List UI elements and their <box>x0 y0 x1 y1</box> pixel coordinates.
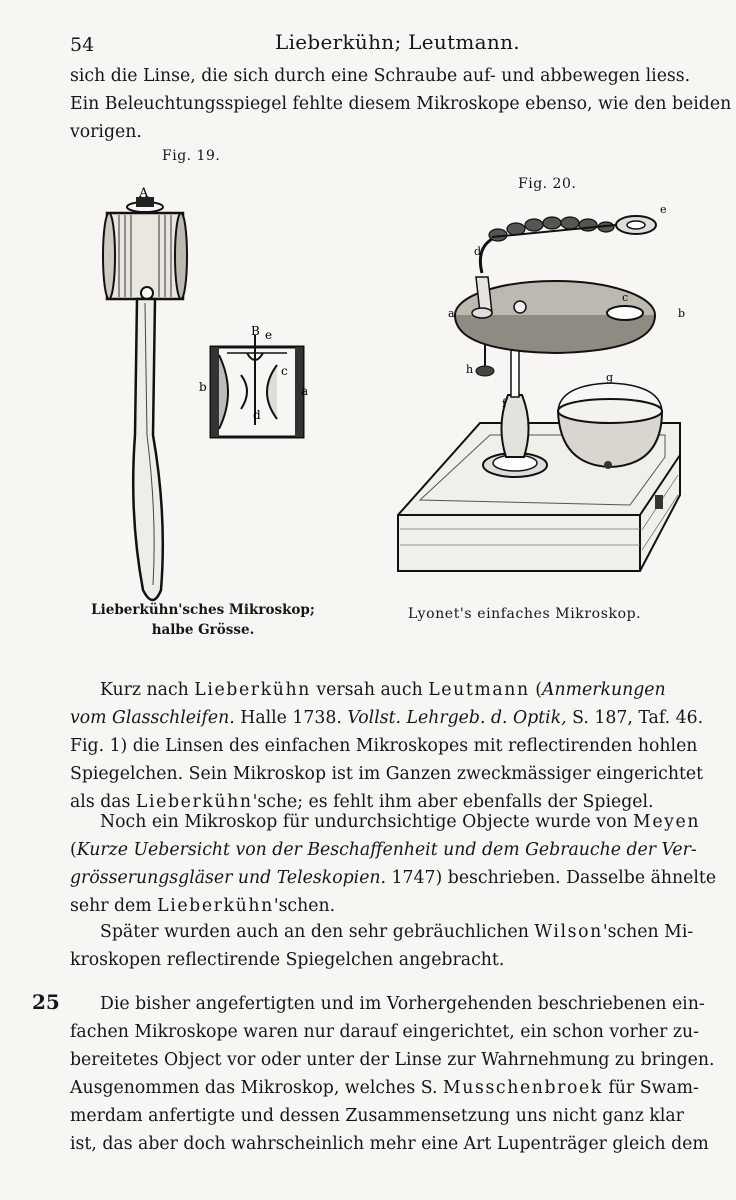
person-name: Lieberkühn <box>194 680 311 700</box>
text-run: S. 187, Taf. 46. <box>566 708 704 728</box>
text-run: 1747) beschrieben. Dasselbe ähnelte <box>386 868 717 888</box>
running-title: Lieberkühn; Leutmann. <box>275 30 520 54</box>
book-title: grösserungsgläser und Teleskopien. <box>70 868 387 888</box>
text-run: ( <box>70 840 77 860</box>
text-line: vorigen. <box>70 122 142 142</box>
text-run: Kurz nach <box>100 680 195 700</box>
text-run: ( <box>529 680 542 700</box>
text-line <box>70 808 718 836</box>
text-line <box>70 1074 718 1102</box>
text-line: Fig. 1) die Linsen des einfachen Mikroskopes mit reflectirenden hohlen <box>70 736 698 756</box>
fig19-caption-line2: halbe Grösse. <box>151 622 255 638</box>
text-line: ist, das aber doch wahrscheinlich mehr eine Art Lupenträger gleich dem <box>70 1134 709 1154</box>
page-header <box>70 30 690 60</box>
page-number: 54 <box>70 34 95 56</box>
text-run: Noch ein Mikroskop für undurchsichtige Objecte wurde von <box>100 812 634 832</box>
text-line <box>70 676 718 704</box>
text-line: Die bisher angefertigten und im Vorhergehenden beschriebenen ein- <box>100 994 705 1014</box>
fig19-letter-d: d <box>253 408 261 422</box>
fig19-illustration <box>95 185 325 615</box>
fig20-letter-d: d <box>474 245 482 258</box>
text-line: bereitetes Object vor oder unter der Linse zur Wahrnehmung zu bringen. <box>70 1050 715 1070</box>
fig20-letter-e: e <box>660 203 667 216</box>
text-line <box>70 864 718 892</box>
book-title: Anmerkungen <box>541 680 666 700</box>
person-name: Meyen <box>633 812 701 832</box>
text-run: Ausgenommen das Mikroskop, welches S. <box>70 1078 443 1098</box>
text-run: 'sche; es fehlt ihm aber ebenfalls der Spiegel. <box>252 792 654 812</box>
text-run: für Swam- <box>602 1078 699 1098</box>
book-title: Kurze Uebersicht von der Beschaffenheit und dem Gebrauche der Ver- <box>76 840 697 860</box>
text-line <box>70 836 718 864</box>
fig19-letter-A: A <box>139 186 149 201</box>
fig19-letter-e: e <box>265 328 273 342</box>
fig19-caption-line1: Lieberkühn'sches Mikroskop; <box>91 602 315 618</box>
text-run: Halle 1738. <box>234 708 348 728</box>
paragraph-wilson <box>70 918 718 974</box>
text-line <box>70 704 718 732</box>
text-line <box>70 918 718 946</box>
fig20-letter-h: h <box>466 363 474 376</box>
fig20-caption: Lyonet's einfaches Mikroskop. <box>408 606 642 622</box>
intro-paragraph <box>70 62 732 146</box>
text-line: Ein Beleuchtungsspiegel fehlte diesem Mikroskope ebenso, wie den beiden <box>70 94 732 114</box>
text-run: Später wurden auch an den sehr gebräuchlichen <box>100 922 535 942</box>
fig19-letter-c: c <box>281 364 288 378</box>
fig20-letter-c: c <box>622 291 629 304</box>
text-line: fachen Mikroskope waren nur darauf eingerichtet, ein schon vorher zu- <box>70 1022 699 1042</box>
fig19-letter-a: a <box>301 384 309 398</box>
person-name: Musschenbroek <box>442 1078 603 1098</box>
paragraph-meyen <box>70 808 718 920</box>
fig19-caption <box>78 600 328 640</box>
paragraph-section-25 <box>70 990 718 1158</box>
fig20-letter-a: a <box>448 307 455 320</box>
person-name: Wilson <box>534 922 603 942</box>
fig20-label: Fig. 20. <box>518 176 577 192</box>
person-name: Lieberkühn <box>135 792 253 812</box>
person-name: Leutmann <box>428 680 530 700</box>
text-line: merdam anfertigte und dessen Zusammensetzung uns nicht ganz klar <box>70 1106 684 1126</box>
fig19-letter-B: B <box>251 324 260 338</box>
text-run: als das <box>70 792 136 812</box>
text-run: 'schen. <box>273 896 336 916</box>
fig19-letter-b: b <box>199 380 207 394</box>
person-name: Lieberkühn <box>157 896 274 916</box>
book-title: Vollst. Lehrgeb. d. Optik, <box>347 708 567 728</box>
fig20-letter-f: f <box>502 397 507 410</box>
book-title: vom Glasschleifen. <box>70 708 235 728</box>
text-line: kroskopen reflectirende Spiegelchen angebracht. <box>70 950 505 970</box>
section-number: 25 <box>32 990 60 1014</box>
fig20-letter-b: b <box>678 307 686 320</box>
fig20-letter-g: g <box>606 371 614 384</box>
text-line <box>70 892 718 920</box>
text-run: versah auch <box>310 680 429 700</box>
fig19-label: Fig. 19. <box>162 148 221 164</box>
paragraph-leutmann <box>70 676 718 816</box>
text-line: Spiegelchen. Sein Mikroskop ist im Ganzen zweckmässiger eingerichtet <box>70 764 704 784</box>
text-line: sich die Linse, die sich durch eine Schraube auf- und abbewegen liess. <box>70 66 691 86</box>
fig20-illustration <box>380 195 710 595</box>
text-run: 'schen Mi- <box>602 922 694 942</box>
text-run: sehr dem <box>70 896 158 916</box>
